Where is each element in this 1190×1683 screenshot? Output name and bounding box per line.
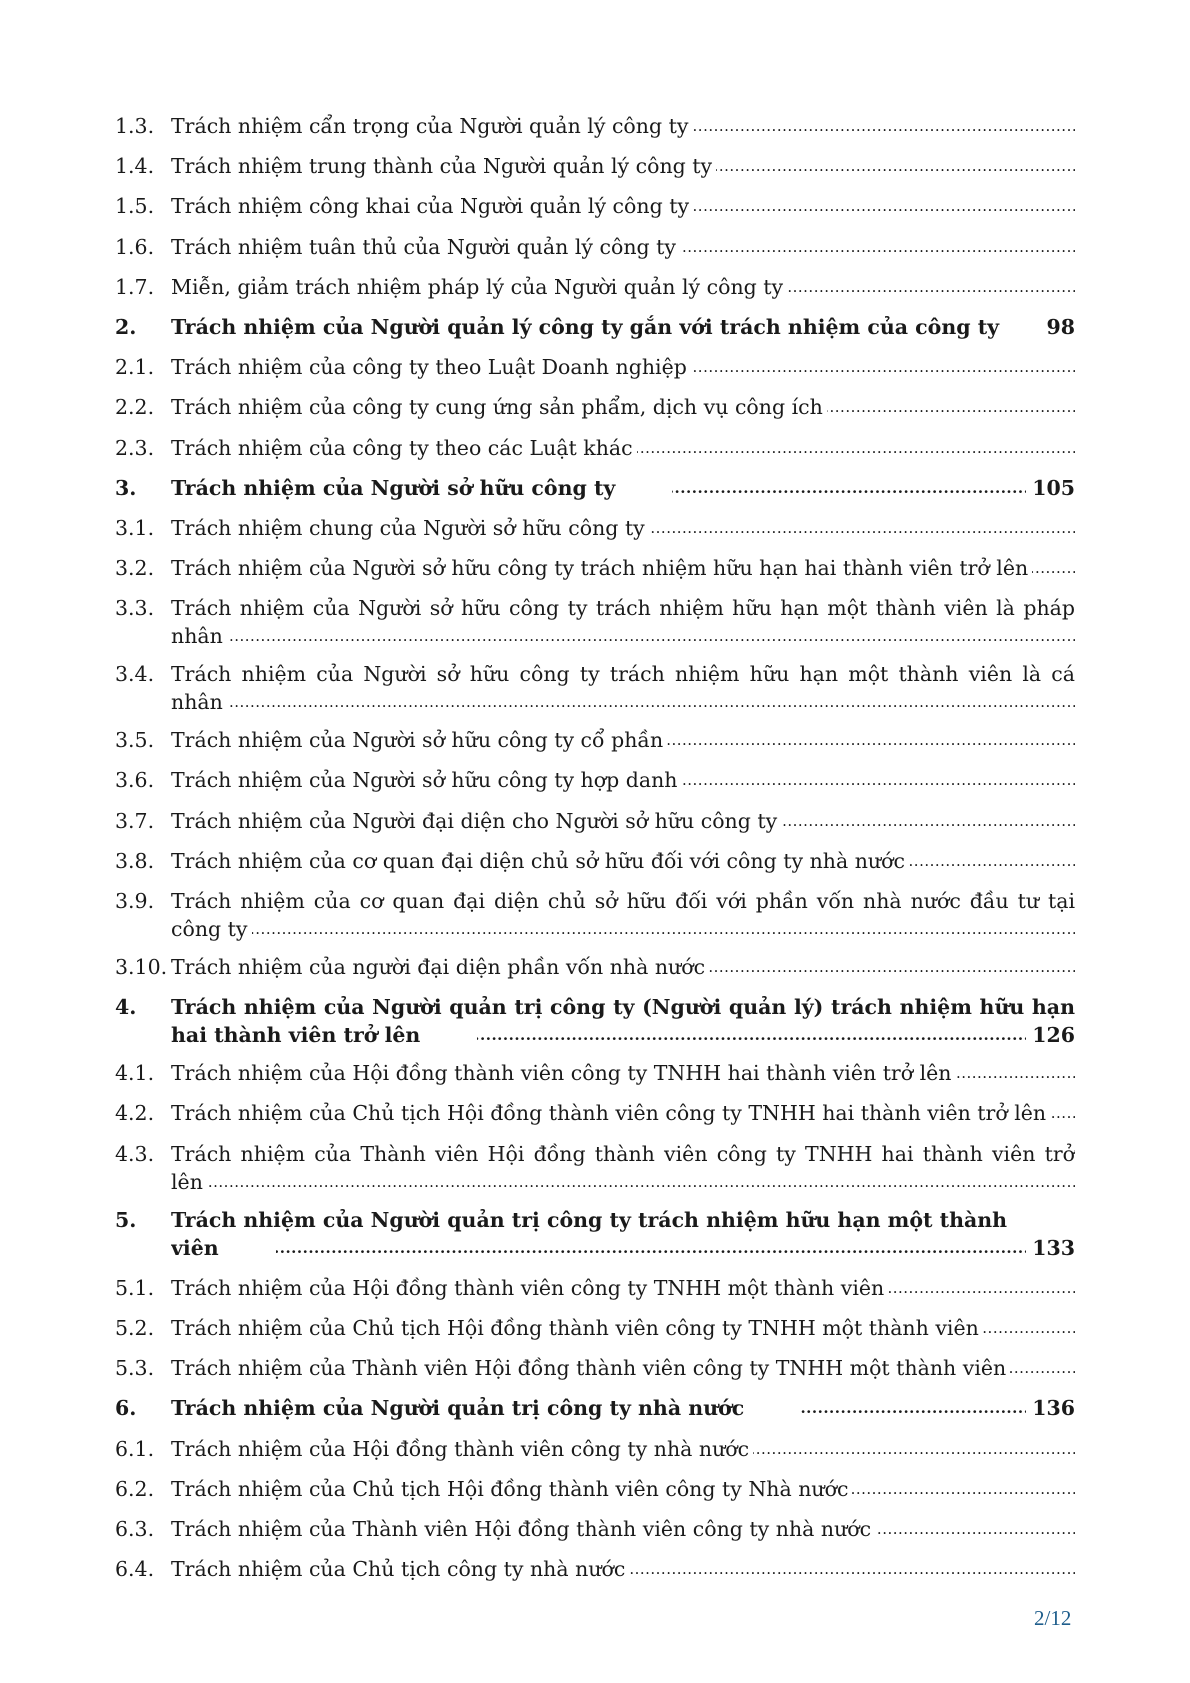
toc-entry-title: Trách nhiệm của Người sở hữu công ty — [171, 476, 672, 500]
toc-heading-entry[interactable] — [115, 313, 1075, 341]
toc-entry-number: 4.1. — [115, 1061, 155, 1086]
toc-entry-number: 6.1. — [115, 1436, 155, 1461]
toc-entry-number: 3.3. — [115, 596, 155, 621]
toc-entry-number: 1.5. — [115, 194, 155, 219]
toc-entry[interactable] — [115, 353, 1075, 381]
toc-entry-page-number: 126 — [1026, 1021, 1075, 1049]
toc-entry-title: Trách nhiệm chung của Người sở hữu công ty — [171, 516, 649, 540]
dot-leader — [171, 915, 1075, 943]
toc-entry-number: 3.4. — [115, 662, 155, 687]
toc-entry-title: Trách nhiệm cẩn trọng của Người quản lý công ty — [171, 114, 692, 138]
toc-entry-body — [171, 1059, 1075, 1087]
toc-entry[interactable] — [115, 847, 1075, 875]
toc-entry[interactable] — [115, 434, 1075, 462]
toc-entry-number: 6.4. — [115, 1557, 155, 1582]
toc-entry-number: 2. — [115, 314, 137, 339]
toc-entry-title: Trách nhiệm của cơ quan đại diện chủ sở hữu đối với công ty nhà nước — [171, 849, 909, 873]
toc-entry-title: Trách nhiệm của người đại diện phần vốn nhà nước — [171, 955, 709, 979]
toc-heading-entry[interactable] — [115, 1206, 1075, 1262]
toc-entry[interactable] — [115, 1059, 1075, 1087]
toc-entry-body — [171, 353, 1075, 381]
toc-entry-number: 3.7. — [115, 808, 155, 833]
toc-entry[interactable] — [115, 1475, 1075, 1503]
dot-leader — [171, 1234, 1075, 1262]
toc-entry-title: Trách nhiệm của Người quản trị công ty nhà nước — [171, 1396, 801, 1420]
toc-entry-title: Trách nhiệm của Thành viên Hội đồng thành viên công ty nhà nước — [171, 1517, 875, 1541]
toc-entry[interactable] — [115, 112, 1075, 140]
toc-entry[interactable] — [115, 594, 1075, 650]
toc-entry-body — [171, 1206, 1075, 1262]
toc-entry-body — [171, 847, 1075, 875]
toc-entry-number: 2.2. — [115, 395, 155, 420]
toc-entry-body — [171, 1475, 1075, 1503]
toc-entry-body — [171, 273, 1075, 301]
toc-entry[interactable] — [115, 554, 1075, 582]
toc-entry-title: Trách nhiệm của công ty theo các Luật khác — [171, 436, 637, 460]
toc-entry-title: Trách nhiệm của Thành viên Hội đồng thành viên công ty TNHH một thành viên — [171, 1356, 1010, 1380]
toc-entry-number: 1.3. — [115, 114, 155, 138]
dot-leader — [171, 622, 1075, 650]
toc-entry-body — [171, 807, 1075, 835]
toc-entry-body — [171, 1515, 1075, 1543]
toc-entry-body — [171, 766, 1075, 794]
toc-entry-body — [171, 660, 1075, 716]
toc-entry-number: 6.2. — [115, 1476, 155, 1501]
toc-entry-number: 5.2. — [115, 1315, 155, 1340]
toc-entry-number: 6. — [115, 1396, 137, 1421]
toc-entry-body — [171, 313, 1075, 341]
toc-entry-title: Trách nhiệm của Hội đồng thành viên công ty nhà nước — [171, 1437, 753, 1461]
toc-entry-title: Trách nhiệm của Người quản lý công ty gắn với trách nhiệm của công ty — [171, 315, 1042, 339]
toc-entry-title: Trách nhiệm trung thành của Người quản lý công ty — [171, 154, 716, 178]
toc-entry-title: Trách nhiệm của Người sở hữu công ty trách nhiệm hữu hạn một thành viên là pháp nhân — [171, 596, 1075, 649]
toc-entry-number: 3.5. — [115, 728, 155, 753]
toc-entry-number: 5.3. — [115, 1356, 155, 1381]
toc-entry[interactable] — [115, 660, 1075, 716]
toc-entry-number: 3.6. — [115, 768, 155, 793]
toc-entry[interactable] — [115, 152, 1075, 180]
toc-entry-page-number: 136 — [1026, 1394, 1075, 1422]
toc-entry-title: Trách nhiệm của cơ quan đại diện chủ sở hữu đối với phần vốn nhà nước đầu tư tại công ty — [171, 889, 1075, 941]
toc-entry-body — [171, 514, 1075, 542]
toc-entry-body — [171, 554, 1075, 582]
toc-entry-body — [171, 1394, 1075, 1422]
toc-entry-number: 4.3. — [115, 1141, 155, 1166]
toc-entry-title: Trách nhiệm của Người sở hữu công ty trách nhiệm hữu hạn một thành viên là cá nhân — [171, 662, 1075, 715]
toc-entry[interactable] — [115, 273, 1075, 301]
toc-entry-number: 1.6. — [115, 234, 155, 259]
toc-entry[interactable] — [115, 1314, 1075, 1342]
toc-entry-title: Trách nhiệm của Chủ tịch Hội đồng thành viên công ty TNHH hai thành viên trở lên — [171, 1101, 1050, 1125]
toc-entry-body — [171, 1555, 1075, 1583]
toc-entry-number: 1.4. — [115, 154, 155, 179]
toc-entry[interactable] — [115, 1354, 1075, 1382]
toc-entry-page-number: 105 — [1026, 474, 1075, 502]
toc-entry-body — [171, 726, 1075, 754]
toc-entry[interactable] — [115, 807, 1075, 835]
toc-entry-body — [171, 152, 1075, 180]
toc-entry-title: Trách nhiệm của Hội đồng thành viên công ty TNHH hai thành viên trở lên — [171, 1061, 955, 1085]
toc-entry-number: 3. — [115, 475, 137, 500]
toc-entry-body — [171, 993, 1075, 1049]
toc-entry-title: Trách nhiệm của Chủ tịch Hội đồng thành viên công ty TNHH một thành viên — [171, 1316, 983, 1340]
toc-entry-body — [171, 393, 1075, 421]
toc-entry[interactable] — [115, 393, 1075, 421]
toc-entry-title: Trách nhiệm của Người đại diện cho Người sở hữu công ty — [171, 809, 781, 833]
toc-entry[interactable] — [115, 726, 1075, 754]
dot-leader — [171, 1168, 1075, 1196]
toc-entry-title: Trách nhiệm của Người sở hữu công ty hợp danh — [171, 768, 681, 792]
toc-entry-number: 5. — [115, 1207, 137, 1232]
toc-entry-body — [171, 953, 1075, 981]
toc-entry-number: 2.1. — [115, 355, 155, 380]
toc-entry-title: Trách nhiệm của Chủ tịch Hội đồng thành viên công ty Nhà nước — [171, 1477, 852, 1501]
toc-entry-body — [171, 434, 1075, 462]
toc-entry-title: Trách nhiệm của Người sở hữu công ty cổ phần — [171, 728, 667, 752]
toc-entry-title: Trách nhiệm của Thành viên Hội đồng thành viên công ty TNHH hai thành viên trở lên — [171, 1141, 1075, 1194]
toc-entry-title: Trách nhiệm của công ty theo Luật Doanh nghiệp — [171, 355, 691, 379]
toc-entry-number: 2.3. — [115, 435, 155, 460]
toc-entry-number: 4. — [115, 995, 137, 1020]
toc-entry[interactable] — [115, 1555, 1075, 1583]
toc-entry-title: Trách nhiệm của Chủ tịch công ty nhà nước — [171, 1557, 629, 1581]
toc-entry[interactable] — [115, 953, 1075, 981]
toc-entry-number: 3.10. — [115, 955, 168, 979]
toc-entry-number: 5.1. — [115, 1275, 155, 1300]
toc-entry-title: Trách nhiệm của Người quản trị công ty trách nhiệm hữu hạn một thành viên — [171, 1207, 1008, 1260]
toc-entry[interactable] — [115, 1435, 1075, 1463]
toc-entry-title: Miễn, giảm trách nhiệm pháp lý của Người quản lý công ty — [171, 275, 787, 299]
toc-entry-number: 3.9. — [115, 889, 155, 913]
toc-entry-body — [171, 112, 1075, 140]
toc-entry[interactable] — [115, 766, 1075, 794]
toc-entry-number: 3.2. — [115, 556, 155, 581]
toc-entry-page-number: 98 — [1040, 313, 1075, 341]
page-indicator: 2/12 — [1034, 1606, 1072, 1630]
toc-entry-body — [171, 1099, 1075, 1127]
toc-entry-number: 3.8. — [115, 848, 155, 873]
toc-entry-title: Trách nhiệm tuân thủ của Người quản lý công ty — [171, 235, 680, 259]
toc-entry[interactable] — [115, 233, 1075, 261]
toc-entry-body — [171, 887, 1075, 943]
toc-entry-page-number: 133 — [1026, 1234, 1075, 1262]
toc-entry-body — [171, 192, 1075, 220]
toc-entry-number: 1.7. — [115, 274, 155, 299]
dot-leader — [171, 688, 1075, 716]
toc-entry[interactable] — [115, 1274, 1075, 1302]
toc-entry-body — [171, 1140, 1075, 1196]
toc-entry-title: Trách nhiệm của Hội đồng thành viên công ty TNHH một thành viên — [171, 1276, 888, 1300]
toc-entry[interactable] — [115, 1515, 1075, 1543]
toc-entry-body — [171, 233, 1075, 261]
toc-entry[interactable] — [115, 887, 1075, 943]
table-of-contents — [115, 112, 1075, 1595]
toc-entry[interactable] — [115, 192, 1075, 220]
toc-entry-title: Trách nhiệm của Người sở hữu công ty trách nhiệm hữu hạn hai thành viên trở lên — [171, 556, 1032, 580]
toc-entry-body — [171, 1354, 1075, 1382]
toc-entry[interactable] — [115, 514, 1075, 542]
toc-heading-entry[interactable] — [115, 474, 1075, 502]
toc-heading-entry[interactable] — [115, 993, 1075, 1049]
toc-entry-number: 3.1. — [115, 515, 155, 540]
toc-entry-body — [171, 1274, 1075, 1302]
toc-entry-title: Trách nhiệm của công ty cung ứng sản phẩm, dịch vụ công ích — [171, 395, 827, 419]
toc-entry-number: 4.2. — [115, 1101, 155, 1126]
toc-heading-entry[interactable] — [115, 1394, 1075, 1422]
toc-entry[interactable] — [115, 1140, 1075, 1196]
toc-entry-body — [171, 1435, 1075, 1463]
toc-entry-number: 6.3. — [115, 1516, 155, 1541]
toc-entry-body — [171, 1314, 1075, 1342]
toc-entry-body — [171, 474, 1075, 502]
toc-entry-body — [171, 594, 1075, 650]
toc-entry[interactable] — [115, 1099, 1075, 1127]
toc-entry-title: Trách nhiệm công khai của Người quản lý công ty — [171, 194, 693, 218]
toc-entry-title: Trách nhiệm của Người quản trị công ty (Người quản lý) trách nhiệm hữu hạn hai thành viên trở lên — [171, 995, 1075, 1048]
